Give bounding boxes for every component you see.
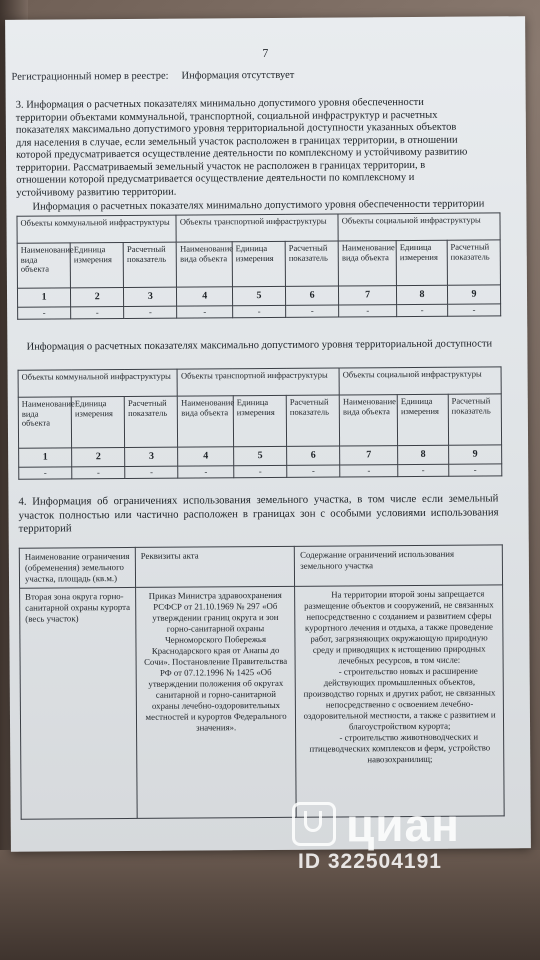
table2-group-transport: Объекты транспортной инфраструктуры bbox=[177, 368, 339, 396]
table2-col-number: 2 bbox=[72, 447, 125, 466]
restriction-content-paragraph: - строительство животноводческих и птицеводческих комплексов и ферм, устройство навозохранилищ; bbox=[309, 731, 491, 765]
table2-subheader: Наименование вида объекта bbox=[178, 396, 234, 447]
table2-group-row bbox=[18, 367, 501, 397]
table2-subheader: Расчетный показатель bbox=[124, 396, 177, 447]
table1-subheader-row bbox=[17, 240, 500, 288]
restrictions-header-name: Наименование ограничения (обременения) земельного участка, площадь (кв.м.) bbox=[19, 547, 135, 588]
table1-col-number: 1 bbox=[17, 288, 70, 307]
table2 bbox=[18, 366, 503, 479]
restrictions-header-row bbox=[19, 545, 502, 588]
table2-col-number: 6 bbox=[287, 446, 340, 465]
table2-col-number: 5 bbox=[233, 446, 286, 465]
restriction-content bbox=[295, 585, 504, 817]
table2-col-number: 4 bbox=[178, 447, 234, 466]
table2-col-number: 1 bbox=[19, 448, 72, 467]
table1-subheader: Наименование вида объекта bbox=[177, 242, 233, 287]
intro-line: отношении которой предусматривается осуществление деятельности по комплексному и bbox=[16, 171, 415, 186]
table1-cell: - bbox=[447, 303, 500, 316]
table1-subheader: Единица измерения bbox=[70, 243, 123, 288]
table2-cell: - bbox=[19, 466, 72, 479]
restriction-content-paragraph: На территории второй зоны запрещается размещение объектов и сооружений, не связанных непосредственно с созданием и развитием сферы курортного лечения и отдыха, а также проведение работ, загрязняющих окружающую природную среду и приводящих к истощению природных лечебных ресурсов, в том числе: bbox=[304, 588, 494, 666]
table1-cell: - bbox=[286, 305, 339, 318]
table1-subheader: Единица измерения bbox=[232, 241, 285, 286]
restrictions-header-content: Содержание ограничений использования земельного участка bbox=[295, 545, 503, 586]
intro-line: территории. Рассматриваемый земельный участок не расположен в границах территории, в bbox=[16, 159, 426, 174]
table2-cell: - bbox=[398, 464, 449, 477]
table2-group-communal: Объекты коммунальной инфраструктуры bbox=[18, 369, 178, 397]
table1-col-number: 9 bbox=[447, 285, 500, 304]
table1-cell: - bbox=[397, 304, 448, 317]
table2-subheader: Единица измерения bbox=[233, 395, 286, 446]
table2-subheader: Наименование вида объекта bbox=[18, 397, 71, 448]
restrictions-header-act: Реквизиты акта bbox=[135, 546, 295, 587]
watermark-brand: циан bbox=[346, 799, 460, 851]
restrictions-table bbox=[19, 544, 505, 819]
registry-label: Регистрационный номер в реестре: bbox=[11, 70, 169, 83]
table1-group-row bbox=[17, 213, 500, 243]
table2-subheader-row bbox=[18, 394, 501, 448]
table1-subheader: Расчетный показатель bbox=[447, 240, 501, 285]
intro-line: территории объектами коммунальной, транспортной, социальной инфраструктур и расчетных bbox=[15, 109, 438, 124]
table1-col-number: 4 bbox=[177, 287, 233, 306]
table1-cell: - bbox=[177, 305, 233, 318]
table1-subheader: Наименование вида объекта bbox=[17, 243, 70, 288]
registry-value: Информация отсутствует bbox=[181, 69, 295, 82]
table2-cell: - bbox=[449, 463, 502, 476]
intro-line: которой предусматривается осуществление деятельности по комплексному и устойчивому развитию bbox=[16, 146, 468, 161]
table1-subheader: Единица измерения bbox=[396, 240, 447, 285]
intro-paragraph bbox=[16, 96, 497, 199]
table2-subheader: Наименование вида объекта bbox=[339, 395, 397, 446]
intro-line: 3. Информация о расчетных показателях минимально допустимого уровня обеспеченности bbox=[15, 96, 424, 111]
table2-data-row bbox=[19, 463, 502, 479]
table1-data-row bbox=[18, 303, 501, 319]
table2-cell: - bbox=[234, 465, 287, 478]
table1-group-transport: Объекты транспортной инфраструктуры bbox=[176, 214, 338, 242]
table2-cell: - bbox=[287, 464, 340, 477]
table1-col-number: 7 bbox=[339, 286, 397, 305]
table2-subheader: Единица измерения bbox=[397, 394, 448, 445]
table1-col-number: 8 bbox=[397, 285, 448, 304]
restriction-name: Вторая зона округа горно-санитарной охраны курорта (весь участок) bbox=[20, 587, 138, 819]
table2-group-social: Объекты социальной инфраструктуры bbox=[339, 367, 501, 395]
table2-col-number: 9 bbox=[448, 445, 501, 464]
document-page bbox=[5, 16, 531, 852]
table2-col-number: 8 bbox=[398, 445, 449, 464]
page-number: 7 bbox=[262, 45, 269, 61]
table1-subheader: Наименование вида объекта bbox=[338, 241, 396, 286]
table2-cell: - bbox=[178, 465, 234, 478]
table2-subheader: Расчетный показатель bbox=[286, 395, 339, 446]
restriction-act: Приказ Министра здравоохранения РСФСР от 21.10.1969 № 297 «Об утверждении границ округа и зон горно-санитарной охраны Черноморского Побережья Краснодарского края от Анапы до Сочи». Постановление Правительства РФ от 07.12.1996 № 1425 «Об утверждении положения об округах санитарной и горно-санитарной охраны лечебно-оздоровительных местностей и курортов Федерального значения». bbox=[135, 586, 296, 818]
restrictions-data-row bbox=[20, 585, 505, 819]
table1-col-number: 3 bbox=[124, 287, 177, 306]
table1-col-number: 6 bbox=[286, 286, 339, 305]
cian-watermark bbox=[292, 800, 522, 880]
table1-cell: - bbox=[339, 304, 397, 317]
table1 bbox=[16, 212, 501, 319]
table1-cell: - bbox=[233, 305, 286, 318]
table1-cell: - bbox=[71, 306, 124, 319]
table2-cell: - bbox=[340, 464, 398, 477]
table2-col-number: 7 bbox=[340, 446, 398, 465]
watermark-listing-id: ID 322504191 bbox=[298, 850, 442, 873]
table1-col-number: 2 bbox=[71, 288, 124, 307]
table1-group-social: Объекты социальной инфраструктуры bbox=[338, 213, 500, 241]
table2-cell: - bbox=[125, 466, 178, 479]
table1-subheader: Расчетный показатель bbox=[285, 241, 338, 286]
table1-cell: - bbox=[18, 306, 71, 319]
table2-col-number: 3 bbox=[125, 447, 178, 466]
table2-subheader: Единица измерения bbox=[71, 397, 124, 448]
restriction-content-paragraph: - строительство новых и расширение действующих промышленных объектов, производство горных и других работ, не связанных непосредственно с освоением лечебно-оздоровительной местности, а также с развитием и благоустройством курорта; bbox=[303, 665, 496, 732]
table2-caption: Информация о расчетных показателях максимально допустимого уровня территориальной доступности bbox=[26, 338, 493, 353]
intro-line: показателях максимально допустимого уровня территориальной доступности указанных объектов bbox=[15, 121, 457, 136]
table1-subheader: Расчетный показатель bbox=[123, 242, 176, 287]
cian-logo-icon bbox=[292, 802, 336, 846]
intro-line: устойчивому развитию территории. bbox=[16, 186, 177, 199]
intro-line: для населения в случае, если земельный участок расположен в границах территории, в отношении bbox=[15, 134, 458, 149]
table1-caption: Информация о расчетных показателях минимально допустимого уровня обеспеченности территории bbox=[32, 198, 485, 213]
section4-heading: 4. Информация об ограничениях использования земельного участка, в том числе если земельный участок полностью или частично расположен в границах зон с особыми условиями использования территорий bbox=[18, 492, 499, 535]
table1-col-number: 5 bbox=[232, 286, 285, 305]
table2-cell: - bbox=[72, 466, 125, 479]
table1-group-communal: Объекты коммунальной инфраструктуры bbox=[17, 215, 177, 243]
table2-subheader: Расчетный показатель bbox=[448, 394, 502, 445]
table1-cell: - bbox=[124, 306, 177, 319]
